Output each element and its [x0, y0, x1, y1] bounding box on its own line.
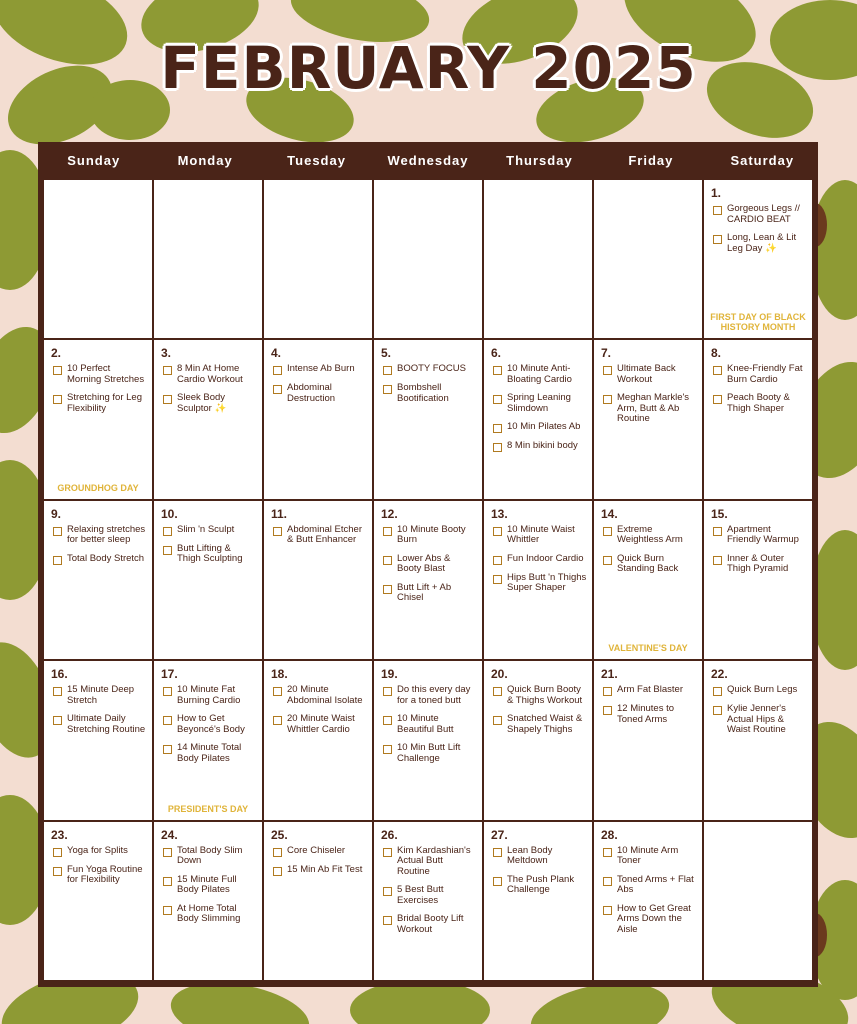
workout-label: Snatched Waist & Shapely Thighs: [507, 713, 583, 735]
day-cell-18: [264, 661, 372, 819]
workout-item: [711, 233, 807, 254]
workout-item: [601, 685, 697, 696]
workout-item: [491, 422, 587, 433]
day-cell-8: [704, 340, 812, 498]
checkbox[interactable]: [383, 716, 392, 725]
day-cell-17: [154, 661, 262, 819]
workout-item: [711, 525, 807, 546]
workout-label: BOOTY FOCUS: [397, 363, 466, 375]
workout-item: [271, 865, 367, 876]
workout-item: [711, 364, 807, 385]
workout-item: [271, 846, 367, 857]
workout-label: Ultimate Back Workout: [617, 363, 676, 385]
checkbox[interactable]: [493, 687, 502, 696]
checkbox[interactable]: [493, 575, 502, 584]
day-number: 22.: [711, 667, 728, 682]
workout-label: Relaxing stretches for better sleep: [67, 523, 146, 546]
workout-item: [161, 846, 257, 867]
workout-item: [381, 914, 477, 935]
workout-item: [271, 383, 367, 404]
checkbox[interactable]: [383, 848, 392, 857]
checkbox[interactable]: [53, 848, 62, 857]
day-number: 2.: [51, 346, 62, 361]
day-cell-24: [154, 822, 262, 980]
day-number: 13.: [491, 506, 508, 521]
day-number: 3.: [161, 346, 172, 361]
workout-label: 10 Minute Waist Whittler: [507, 523, 575, 546]
checkbox[interactable]: [493, 877, 502, 886]
workout-item: [271, 525, 367, 546]
workout-item: [711, 685, 807, 696]
workout-label: 10 Minute Fat Burning Cardio: [177, 684, 241, 706]
checkbox[interactable]: [713, 366, 722, 375]
workout-label: Yoga for Splits: [67, 844, 128, 856]
day-cell-16: [44, 661, 152, 819]
workout-item: [161, 685, 257, 706]
day-cell-27: [484, 822, 592, 980]
checkbox[interactable]: [383, 585, 392, 594]
checkbox[interactable]: [163, 687, 172, 696]
checkbox[interactable]: [603, 366, 612, 375]
workout-label: Intense Ab Burn: [287, 363, 355, 375]
day-number: 21.: [601, 667, 618, 682]
workout-item: [161, 544, 257, 565]
workout-label: Kylie Jenner's Actual Hips & Waist Routine: [727, 703, 786, 736]
workout-label: Apartment Friendly Warmup: [727, 523, 799, 546]
workout-item: [491, 573, 587, 594]
checkbox[interactable]: [163, 745, 172, 754]
workout-label: 10 Minute Beautiful Butt: [397, 713, 454, 735]
day-number: 1.: [711, 186, 722, 200]
workout-label: 5 Best Butt Exercises: [397, 884, 444, 906]
checkbox[interactable]: [163, 877, 172, 886]
workout-label: Total Body Stretch: [67, 552, 145, 564]
workout-item: [51, 865, 147, 886]
workout-item: [491, 846, 587, 867]
workout-item: [491, 364, 587, 385]
workout-label: 8 Min At Home Cardio Workout: [177, 363, 243, 385]
workout-label: Bombshell Bootification: [397, 382, 449, 404]
day-number: 4.: [271, 346, 282, 361]
checkbox[interactable]: [493, 848, 502, 857]
day-number: 25.: [271, 827, 288, 842]
workout-label: Knee-Friendly Fat Burn Cardio: [727, 363, 803, 385]
workout-label: Butt Lifting & Thigh Sculpting: [177, 542, 243, 565]
empty-day-cell: [594, 180, 702, 338]
day-number: 14.: [601, 506, 618, 521]
workout-label: Lean Body Meltdown: [507, 844, 553, 867]
checkbox[interactable]: [713, 235, 722, 244]
day-number: 12.: [381, 506, 398, 521]
day-number: 27.: [491, 827, 508, 842]
checkbox[interactable]: [383, 745, 392, 754]
checkbox[interactable]: [493, 716, 502, 725]
day-cell-23: [44, 822, 152, 980]
holiday-note: GROUNDHOG DAY: [57, 482, 139, 493]
workout-item: [601, 554, 697, 575]
day-cell-7: [594, 340, 702, 498]
checkbox[interactable]: [383, 887, 392, 896]
day-cell-15: [704, 501, 812, 659]
workout-item: [491, 441, 587, 452]
workout-label: Stretching for Leg Flexibility: [67, 392, 142, 414]
workout-item: [491, 554, 587, 565]
workout-label: 10 Minute Anti-Bloating Cardio: [507, 363, 572, 385]
workout-label: Quick Burn Booty & Thighs Workout: [507, 684, 583, 706]
checkbox[interactable]: [493, 424, 502, 433]
empty-day-cell: [704, 822, 812, 980]
workout-item: [601, 904, 697, 936]
workout-item: [51, 554, 147, 565]
workout-item: [381, 383, 477, 404]
calendar: [38, 142, 818, 987]
day-cell-14: [594, 501, 702, 659]
day-cell-2: [44, 340, 152, 498]
day-cell-20: [484, 661, 592, 819]
day-number: 20.: [491, 667, 508, 682]
weekday-saturday: Saturday: [730, 152, 795, 168]
day-cell-13: [484, 501, 592, 659]
workout-item: [711, 704, 807, 736]
workout-label: 10 Min Butt Lift Challenge: [397, 742, 461, 764]
workout-item: [51, 393, 147, 414]
workout-item: [51, 364, 147, 385]
day-cell-21: [594, 661, 702, 819]
workout-item: [381, 885, 477, 906]
workout-label: Fun Indoor Cardio: [507, 552, 584, 564]
workout-label: Gorgeous Legs // CARDIO BEAT: [727, 203, 800, 225]
weekday-friday: Friday: [628, 152, 674, 168]
checkbox[interactable]: [273, 366, 282, 375]
checkbox[interactable]: [603, 556, 612, 565]
day-number: 11.: [271, 506, 288, 521]
day-cell-3: [154, 340, 262, 498]
workout-label: Total Body Slim Down: [177, 844, 243, 867]
workout-item: [381, 583, 477, 604]
day-cell-25: [264, 822, 372, 980]
checkbox[interactable]: [53, 867, 62, 876]
workout-item: [491, 714, 587, 735]
checkbox[interactable]: [273, 687, 282, 696]
checkbox[interactable]: [713, 556, 722, 565]
checkbox[interactable]: [383, 527, 392, 536]
workout-item: [381, 743, 477, 764]
workout-item: [381, 525, 477, 546]
checkbox[interactable]: [53, 716, 62, 725]
workout-label: Quick Burn Legs: [727, 684, 798, 696]
day-number: 16.: [51, 667, 68, 682]
checkbox[interactable]: [493, 395, 502, 404]
day-number: 26.: [381, 827, 398, 842]
day-number: 23.: [51, 827, 68, 842]
day-number: 10.: [161, 506, 178, 521]
workout-label: Ultimate Daily Stretching Routine: [67, 713, 146, 735]
checkbox[interactable]: [713, 395, 722, 404]
checkbox[interactable]: [163, 906, 172, 915]
workout-item: [271, 685, 367, 706]
workout-label: Abdominal Destruction: [287, 382, 336, 404]
workout-item: [711, 204, 807, 225]
checkbox[interactable]: [163, 716, 172, 725]
checkbox[interactable]: [713, 206, 722, 215]
checkbox[interactable]: [163, 546, 172, 555]
workout-item: [491, 875, 587, 896]
workout-label: Meghan Markle's Arm, Butt & Ab Routine: [617, 392, 690, 425]
workout-item: [381, 685, 477, 706]
workout-item: [601, 364, 697, 385]
checkbox[interactable]: [273, 867, 282, 876]
workout-label: Peach Booty & Thigh Shaper: [727, 392, 790, 414]
workout-label: Toned Arms + Flat Abs: [617, 873, 694, 896]
workout-label: Inner & Outer Thigh Pyramid: [727, 552, 789, 575]
checkbox[interactable]: [273, 848, 282, 857]
checkbox[interactable]: [713, 527, 722, 536]
weekday-tuesday: Tuesday: [287, 152, 346, 168]
workout-label: Fun Yoga Routine for Flexibility: [67, 863, 143, 886]
day-number: 28.: [601, 827, 618, 842]
workout-label: Core Chiseler: [287, 844, 346, 856]
workout-label: Butt Lift + Ab Chisel: [397, 581, 452, 604]
workout-label: The Push Plank Challenge: [507, 873, 575, 896]
checkbox[interactable]: [53, 395, 62, 404]
workout-item: [491, 525, 587, 546]
workout-item: [51, 685, 147, 706]
day-number: 18.: [271, 667, 288, 682]
checkbox[interactable]: [603, 848, 612, 857]
workout-label: 10 Minute Booty Burn: [397, 523, 466, 546]
empty-day-cell: [264, 180, 372, 338]
workout-item: [51, 525, 147, 546]
workout-label: Abdominal Etcher & Butt Enhancer: [287, 523, 362, 546]
day-number: 8.: [711, 346, 722, 361]
workout-item: [161, 875, 257, 896]
workout-label: Arm Fat Blaster: [617, 684, 683, 696]
workout-item: [161, 525, 257, 536]
empty-day-cell: [44, 180, 152, 338]
workout-item: [491, 685, 587, 706]
workout-item: [51, 846, 147, 857]
empty-day-cell: [154, 180, 262, 338]
checkbox[interactable]: [383, 556, 392, 565]
checkbox[interactable]: [603, 687, 612, 696]
empty-day-cell: [484, 180, 592, 338]
workout-label: Sleek Body Sculptor ✨: [177, 392, 227, 414]
workout-label: 14 Minute Total Body Pilates: [177, 742, 242, 764]
checkbox[interactable]: [603, 527, 612, 536]
day-cell-22: [704, 661, 812, 819]
weekday-sunday: Sunday: [67, 152, 121, 168]
day-cell-1: [704, 180, 812, 338]
checkbox[interactable]: [163, 395, 172, 404]
checkbox[interactable]: [273, 527, 282, 536]
workout-item: [601, 875, 697, 896]
workout-item: [381, 846, 477, 878]
workout-item: [491, 393, 587, 414]
workout-label: Long, Lean & Lit Leg Day ✨: [727, 232, 797, 254]
workout-item: [161, 714, 257, 735]
workout-label: Quick Burn Standing Back: [617, 552, 679, 575]
empty-day-cell: [374, 180, 482, 338]
workout-item: [711, 393, 807, 414]
workout-item: [161, 393, 257, 414]
checkbox[interactable]: [493, 443, 502, 452]
workout-label: 20 Minute Abdominal Isolate: [287, 684, 363, 706]
workout-label: Slim 'n Sculpt: [177, 523, 235, 535]
workout-item: [601, 704, 697, 725]
checkbox[interactable]: [53, 366, 62, 375]
workout-item: [381, 714, 477, 735]
weekday-monday: Monday: [177, 152, 233, 168]
workout-item: [711, 554, 807, 575]
day-number: 7.: [601, 346, 612, 361]
workout-item: [161, 904, 257, 925]
checkbox[interactable]: [603, 877, 612, 886]
workout-label: Hips Butt 'n Thighs Super Shaper: [507, 571, 587, 594]
checkbox[interactable]: [383, 366, 392, 375]
workout-item: [381, 364, 477, 375]
checkbox[interactable]: [383, 687, 392, 696]
day-cell-9: [44, 501, 152, 659]
workout-label: Lower Abs & Booty Blast: [397, 552, 451, 575]
workout-label: How to Get Beyoncé's Body: [177, 713, 245, 735]
checkbox[interactable]: [53, 556, 62, 565]
day-number: 15.: [711, 506, 728, 521]
checkbox[interactable]: [163, 848, 172, 857]
checkbox[interactable]: [53, 687, 62, 696]
weekday-header-row: [38, 142, 818, 178]
workout-item: [271, 714, 367, 735]
workout-item: [161, 364, 257, 385]
workout-label: Extreme Weightless Arm: [617, 523, 683, 546]
checkbox[interactable]: [603, 395, 612, 404]
checkbox[interactable]: [493, 366, 502, 375]
day-number: 19.: [381, 667, 398, 682]
workout-item: [601, 393, 697, 425]
day-number: 24.: [161, 827, 178, 842]
checkbox[interactable]: [163, 527, 172, 536]
weekday-wednesday: Wednesday: [387, 152, 469, 168]
workout-item: [601, 525, 697, 546]
workout-label: 10 Perfect Morning Stretches: [67, 363, 145, 385]
calendar-grid: [44, 180, 812, 980]
checkbox[interactable]: [603, 706, 612, 715]
checkbox[interactable]: [383, 385, 392, 394]
workout-label: How to Get Great Arms Down the Aisle: [617, 902, 691, 935]
workout-label: 15 Minute Deep Stretch: [67, 684, 135, 706]
workout-label: 15 Min Ab Fit Test: [287, 863, 363, 875]
checkbox[interactable]: [273, 716, 282, 725]
workout-item: [161, 743, 257, 764]
day-cell-10: [154, 501, 262, 659]
checkbox[interactable]: [383, 916, 392, 925]
day-cell-26: [374, 822, 482, 980]
workout-label: 10 Minute Arm Toner: [617, 844, 679, 867]
holiday-note: VALENTINE'S DAY: [608, 643, 688, 654]
checkbox[interactable]: [713, 706, 722, 715]
page-title: FEBRUARY 2025: [160, 34, 697, 102]
day-number: 6.: [491, 346, 502, 361]
workout-item: [381, 554, 477, 575]
workout-label: Bridal Booty Lift Workout: [397, 913, 464, 935]
workout-label: 8 Min bikini body: [507, 440, 578, 452]
day-cell-4: [264, 340, 372, 498]
checkbox[interactable]: [273, 385, 282, 394]
day-number: 17.: [161, 667, 178, 682]
workout-item: [51, 714, 147, 735]
workout-item: [601, 846, 697, 867]
checkbox[interactable]: [603, 906, 612, 915]
checkbox[interactable]: [493, 556, 502, 565]
workout-label: 10 Min Pilates Ab: [507, 421, 581, 433]
checkbox[interactable]: [163, 366, 172, 375]
checkbox[interactable]: [713, 687, 722, 696]
day-number: 9.: [51, 506, 62, 521]
day-cell-11: [264, 501, 372, 659]
weekday-thursday: Thursday: [506, 152, 573, 168]
workout-label: Kim Kardashian's Actual Butt Routine: [397, 844, 471, 877]
day-cell-28: [594, 822, 702, 980]
workout-label: 12 Minutes to Toned Arms: [617, 703, 675, 725]
day-cell-6: [484, 340, 592, 498]
checkbox[interactable]: [493, 527, 502, 536]
checkbox[interactable]: [53, 527, 62, 536]
workout-label: Do this every day for a toned butt: [397, 684, 471, 706]
workout-label: 20 Minute Waist Whittler Cardio: [287, 713, 355, 735]
workout-label: 15 Minute Full Body Pilates: [177, 873, 237, 896]
day-number: 5.: [381, 346, 392, 361]
day-cell-12: [374, 501, 482, 659]
day-cell-5: [374, 340, 482, 498]
workout-item: [271, 364, 367, 375]
holiday-note: FIRST DAY OF BLACK HISTORY MONTH: [710, 312, 806, 333]
day-cell-19: [374, 661, 482, 819]
holiday-note: PRESIDENT'S DAY: [167, 803, 249, 814]
workout-label: At Home Total Body Slimming: [177, 902, 241, 925]
workout-label: Spring Leaning Slimdown: [507, 392, 571, 414]
